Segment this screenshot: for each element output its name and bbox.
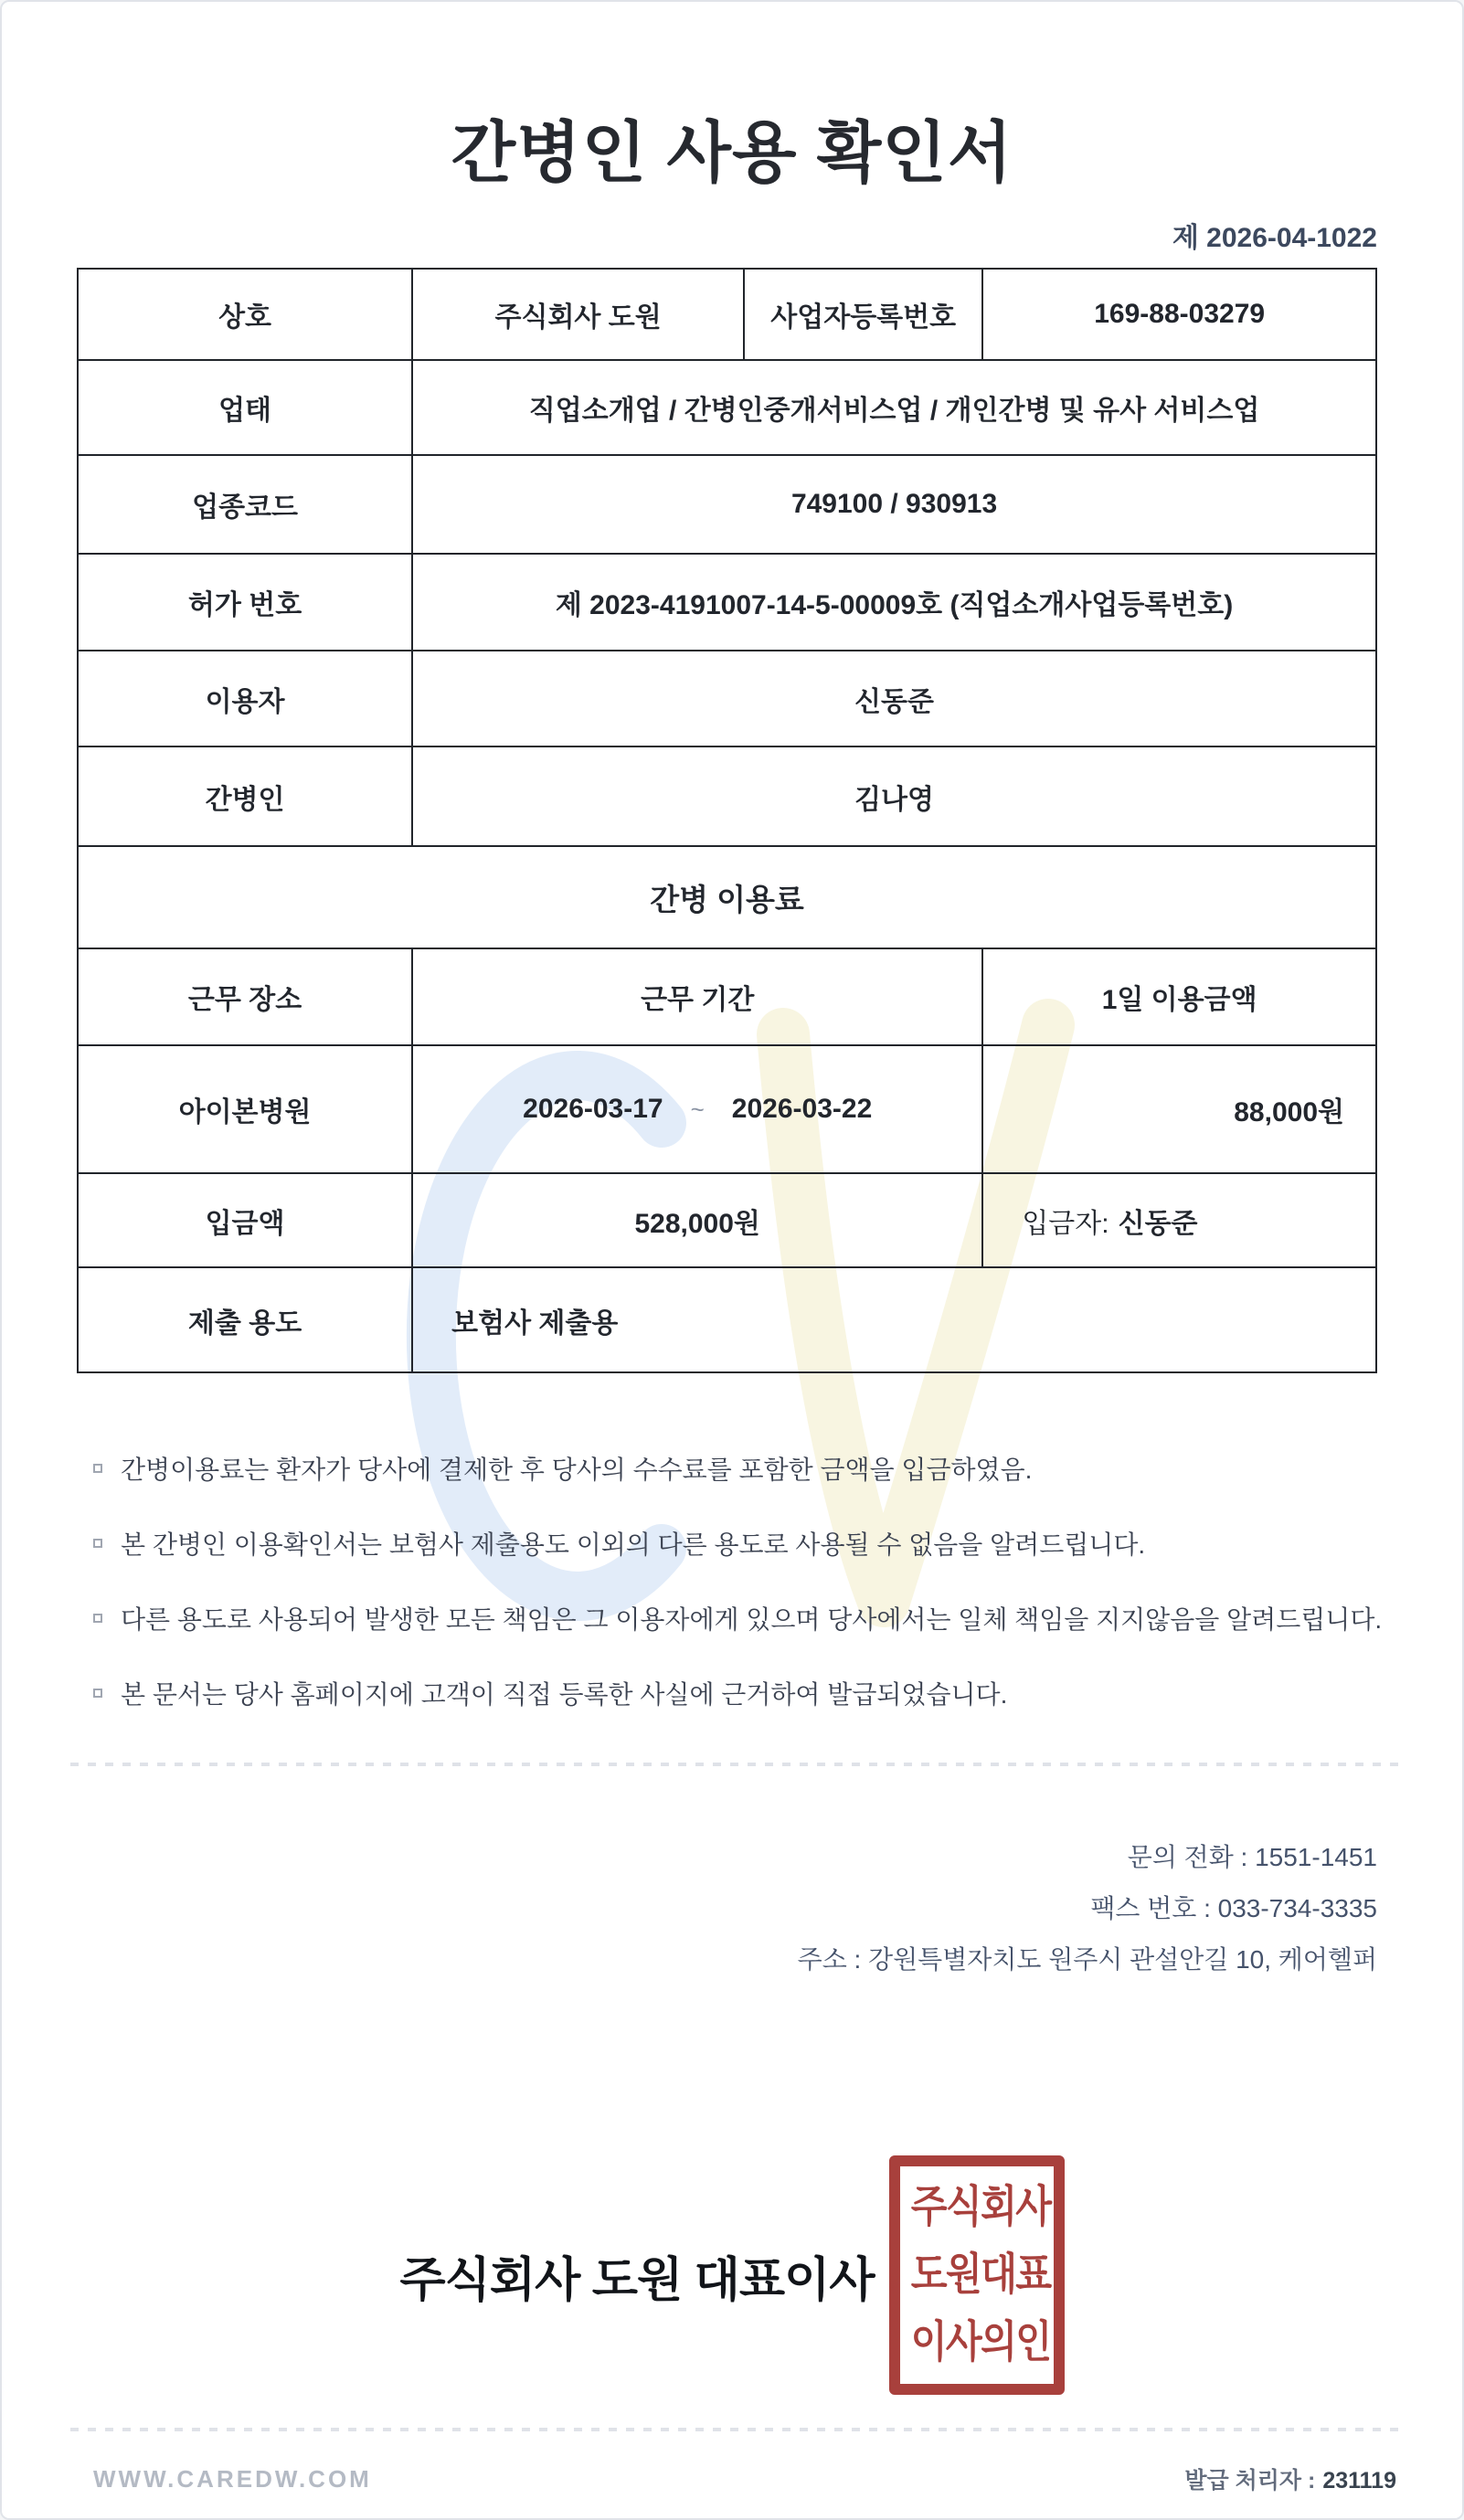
footer (93, 2462, 1396, 2495)
note-item (93, 1675, 1462, 1711)
table-row-biz-type (79, 359, 1375, 454)
table-row-fee-headers (79, 948, 1375, 1044)
document-number: 제 2026-04-1022 (1172, 223, 1377, 253)
contact-block (77, 1837, 1377, 1976)
deposit-label: 입금액 (205, 1208, 285, 1239)
depositor-cell (981, 1174, 1375, 1266)
work-period-value (411, 1046, 981, 1172)
depositor-value: 신동준 (1118, 1208, 1198, 1239)
daily-fee-label: 1일 이용금액 (981, 949, 1375, 1044)
table-row-caregiver (79, 746, 1375, 845)
confirmation-table (77, 268, 1377, 1373)
biz-no-value: 169-88-03279 (981, 270, 1375, 359)
stamp-line: 도원대표 (910, 2250, 1051, 2299)
fee-section-title: 간병 이용료 (650, 882, 804, 916)
table-row-company (79, 270, 1375, 359)
permit-value: 제 2023-4191007-14-5-00009호 (직업소개사업등록번호) (411, 555, 1375, 650)
table-row-industry-code (79, 454, 1375, 553)
company-label: 상호 (218, 302, 272, 333)
period-tilde: ~ (690, 1095, 705, 1123)
contact-fax: 팩스 번호 : 033-734-3335 (1090, 1894, 1377, 1922)
company-value: 주식회사 도원 (411, 270, 743, 359)
table-row-fee-section (79, 845, 1375, 948)
caregiver-value: 김나영 (411, 747, 1375, 845)
note-text: 본 간병인 이용확인서는 보험사 제출용도 이외의 다른 용도로 사용될 수 없음을 알려드립니다. (121, 1530, 1146, 1559)
work-period-label: 근무 기간 (411, 949, 981, 1044)
contact-address: 주소 : 강원특별자치도 원주시 관설안길 10, 케어헬퍼 (797, 1945, 1377, 1974)
contact-phone: 문의 전화 : 1551-1451 (1127, 1843, 1377, 1871)
signature-block (2, 2155, 1462, 2395)
table-row-permit (79, 553, 1375, 650)
note-item (93, 1450, 1462, 1487)
stamp-line: 이사의인 (910, 2318, 1051, 2366)
user-label: 이용자 (205, 686, 285, 717)
square-bullet-icon (93, 1614, 102, 1623)
table-row-user (79, 650, 1375, 746)
work-place-label: 근무 장소 (187, 985, 302, 1015)
dashed-divider (70, 2428, 1400, 2431)
corporate-seal-stamp (889, 2155, 1065, 2395)
table-row-purpose (79, 1266, 1375, 1371)
note-text: 간병이용료는 환자가 당사에 결제한 후 당사의 수수료를 포함한 금액을 입금하였음. (121, 1456, 1033, 1484)
work-place-value: 아이본병원 (178, 1097, 312, 1128)
biz-type-value: 직업소개업 / 간병인중개서비스업 / 개인간병 및 유사 서비스업 (411, 361, 1375, 454)
purpose-label: 제출 용도 (187, 1308, 302, 1339)
issuer-info (1184, 2462, 1396, 2495)
issuer-value: 231119 (1322, 2468, 1396, 2494)
issuer-label: 발급 처리자 : (1184, 2468, 1316, 2494)
square-bullet-icon (93, 1689, 102, 1698)
stamp-line: 주식회사 (910, 2183, 1051, 2231)
purpose-value: 보험사 제출용 (411, 1268, 1375, 1371)
ceo-signature-text: 주식회사 도원 대표이사 (399, 2253, 875, 2307)
period-start: 2026-03-17 (523, 1094, 663, 1124)
user-value: 신동준 (411, 651, 1375, 746)
note-item (93, 1525, 1462, 1562)
website-url: WWW.CAREDW.COM (93, 2464, 372, 2493)
daily-fee-value: 88,000원 (981, 1046, 1375, 1172)
page-title: 간병인 사용 확인서 (451, 116, 1013, 190)
square-bullet-icon (93, 1539, 102, 1548)
table-row-deposit (79, 1172, 1375, 1266)
dashed-divider (70, 1763, 1400, 1766)
permit-label: 허가 번호 (187, 590, 302, 620)
note-text: 다른 용도로 사용되어 발생한 모든 책임은 그 이용자에게 있으며 당사에서는 일체 책임을 지지않음을 알려드립니다. (121, 1605, 1383, 1634)
industry-code-label: 업종코드 (192, 492, 299, 523)
period-end: 2026-03-22 (731, 1094, 873, 1124)
notes-list (93, 1450, 1462, 1711)
caregiver-label: 간병인 (205, 784, 285, 815)
biz-type-label: 업태 (218, 396, 272, 426)
biz-no-label: 사업자등록번호 (743, 270, 981, 359)
note-item (93, 1600, 1462, 1636)
note-text: 본 문서는 당사 홈페이지에 고객이 직접 등록한 사실에 근거하여 발급되었습니다. (121, 1680, 1008, 1709)
depositor-label: 입금자: (1022, 1208, 1109, 1239)
industry-code-value: 749100 / 930913 (411, 456, 1375, 553)
table-row-fee-values (79, 1044, 1375, 1172)
deposit-value: 528,000원 (411, 1174, 981, 1266)
square-bullet-icon (93, 1464, 102, 1473)
